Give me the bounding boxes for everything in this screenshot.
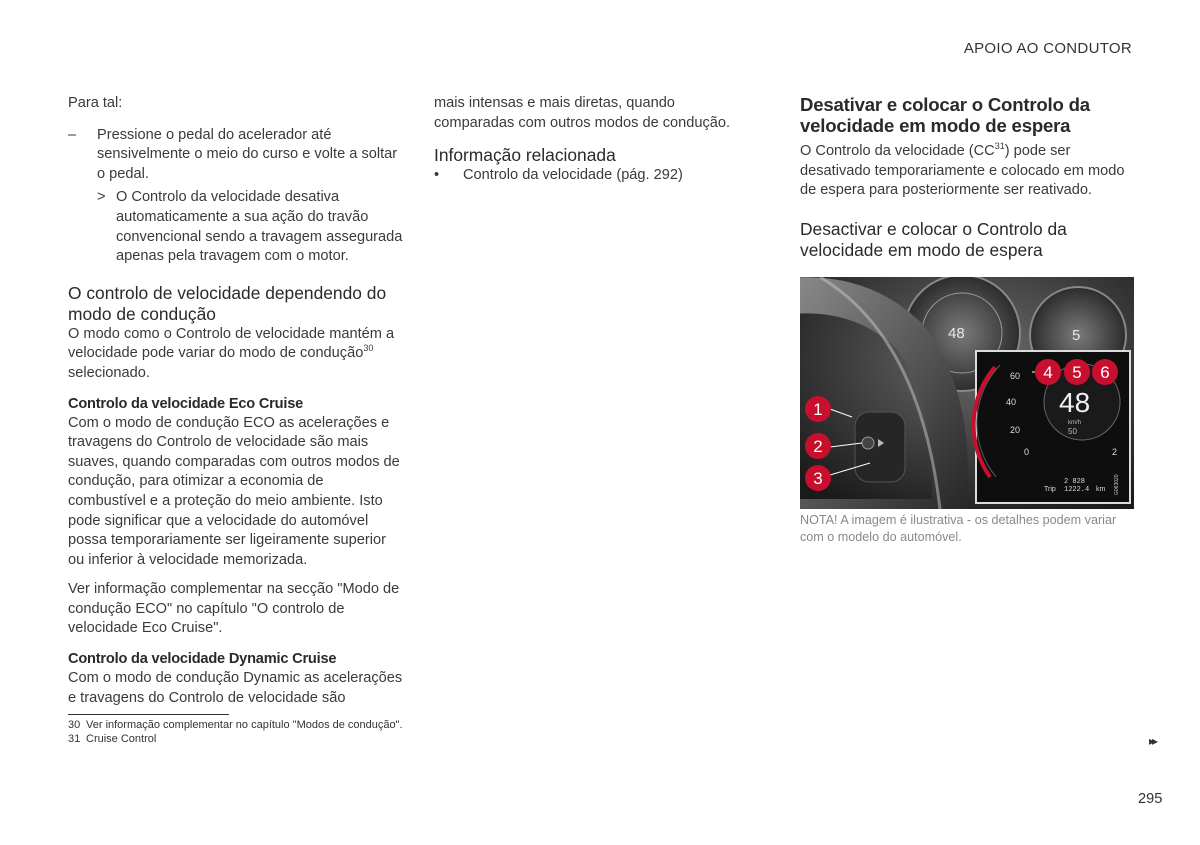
svg-text:5: 5	[1072, 363, 1082, 382]
svg-text:2: 2	[813, 437, 823, 456]
heading-eco-cruise: Controlo da velocidade Eco Cruise	[68, 395, 304, 412]
scale-60: 60	[1010, 371, 1021, 381]
callout-4	[1035, 359, 1061, 385]
footnote-30: 30 Ver informação complementar no capítulo "Modos de condução".	[68, 719, 403, 731]
instruction-step	[68, 126, 404, 185]
related-link[interactable]: Controlo da velocidade (pág. 292)	[463, 167, 683, 184]
result-marker: >	[97, 189, 106, 206]
image-code: G063020	[1114, 474, 1120, 495]
dynamic-cruise-text: Com o modo de condução Dynamic as acelerações e travagens do Controlo de velocidade são	[68, 670, 403, 706]
eco-cruise-reference: Ver informação complementar na secção "Modo de condução ECO" no capítulo "O controlo de velocidade Eco Cruise".	[68, 581, 400, 637]
svg-text:3: 3	[813, 469, 823, 488]
footnote-31: 31 Cruise Control	[68, 733, 157, 745]
trip-value: 1222.4	[1064, 486, 1090, 494]
bullet-marker: •	[434, 167, 440, 184]
heading-deactivate-standby-sub: Desactivar e colocar o Controlo da velocidade em modo de espera	[800, 218, 1067, 260]
intro-text: Para tal:	[68, 95, 123, 111]
heading-related-info: Informação relacionada	[434, 145, 616, 166]
callout-5	[1064, 359, 1090, 385]
eco-cruise-text: Com o modo de condução ECO as acelerações e travagens do Controlo de velocidade são mais suaves, quando comparadas com outros modos de condução, para otimizar a economia de combustível e a proteção do meio ambiente. Isto pode significar que a velocidade do automóvel possa temporariamente ser ligeiramente superior ou inferior à velocidade memorizada.	[68, 414, 400, 568]
column-left	[68, 94, 404, 708]
step-text: Pressione o pedal do acelerador até sensivelmente o meio do curso e volte a soltar o pedal.	[97, 126, 398, 182]
right-dial-digit: 5	[1072, 327, 1081, 344]
column-right	[800, 94, 1135, 261]
callout-2	[805, 433, 831, 459]
odometer: 2 828	[1064, 478, 1086, 486]
scale-20: 20	[1010, 425, 1021, 435]
trip-unit: km	[1096, 486, 1106, 493]
speed-unit: km/h	[1068, 420, 1082, 426]
instruction-result	[97, 188, 404, 266]
steering-wheel-cruise-illustration	[800, 277, 1134, 509]
set-speed: 50	[1068, 427, 1077, 436]
result-text: O Controlo da velocidade desativa automaticamente a sua ação do travão convencional sendo a travagem assegurada apenas pela travagem com o motor.	[116, 189, 403, 265]
callout-1	[805, 396, 831, 422]
related-list-item[interactable]	[434, 166, 754, 186]
page-number: 295	[1138, 791, 1163, 807]
drive-mode-text: O modo como o Controlo de velocidade mantém a velocidade pode variar do modo de condução$^{30}$ selecionado.	[68, 325, 395, 381]
callout-3	[805, 465, 831, 491]
continue-arrows-icon: ▸▸	[1149, 734, 1156, 748]
left-dial-speed: 48	[948, 325, 965, 342]
scale-40: 40	[1006, 397, 1017, 407]
section-header: APOIO AO CONDUTOR	[963, 40, 1132, 57]
illustration-svg	[800, 277, 1134, 509]
heading-deactivate-standby: Desativar e colocar o Controlo da velocidade em modo de espera	[800, 94, 1090, 136]
footnote-divider	[68, 714, 229, 715]
trip-label: Trip	[1044, 486, 1056, 493]
heading-dynamic-cruise: Controlo da velocidade Dynamic Cruise	[68, 651, 337, 668]
scale-0: 0	[1024, 447, 1030, 457]
scale-2: 2	[1112, 447, 1118, 457]
heading-drive-mode: O controlo de velocidade dependendo do modo de condução	[68, 282, 387, 324]
svg-text:1: 1	[813, 400, 823, 419]
inset-speed: 48	[1059, 387, 1091, 418]
dash-marker: –	[68, 126, 77, 143]
callout-6	[1092, 359, 1118, 385]
column-middle	[434, 94, 754, 186]
figure-caption: NOTA! A imagem é ilustrativa - os detalhes podem variar com o modelo do automóvel.	[800, 513, 1117, 544]
continued-text: mais intensas e mais diretas, quando comparadas com outros modos de condução.	[434, 95, 731, 131]
svg-text:6: 6	[1100, 363, 1110, 382]
standby-text: O Controlo da velocidade (CC$^{31}$) pode ser desativado temporariamente e colocado em modo de espera para posteriormente ser reativado.	[800, 141, 1125, 199]
footnote-ref-31: 31	[994, 141, 1005, 151]
svg-text:4: 4	[1043, 363, 1053, 382]
footnote-ref-30: 30	[363, 343, 374, 354]
